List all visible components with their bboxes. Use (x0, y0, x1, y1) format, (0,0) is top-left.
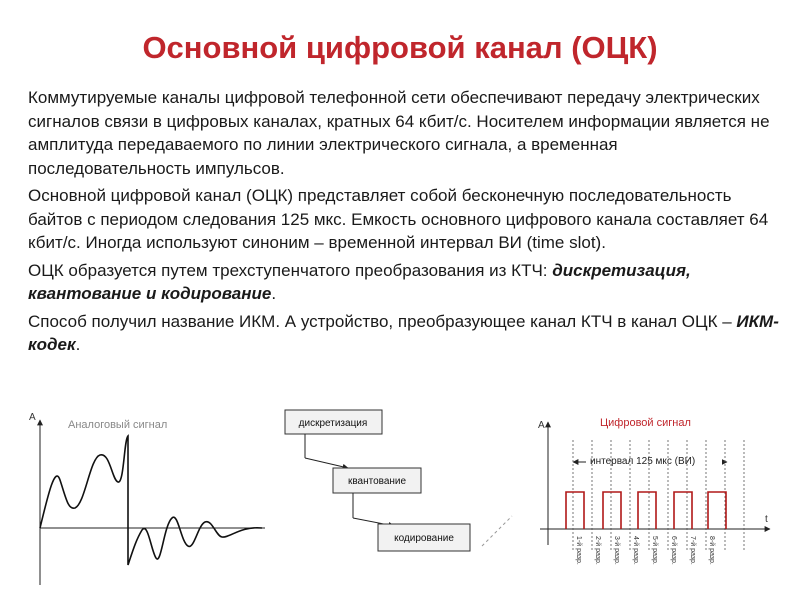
paragraph-3-emphasis: дискретизация, квантование и кодирование (28, 260, 691, 303)
step-coding-label: кодирование (394, 533, 454, 544)
process-diagram (285, 410, 512, 551)
step-quantization-label: квантование (347, 476, 407, 487)
body-text (28, 86, 783, 361)
tick-label: 5-й разр. (651, 536, 658, 565)
paragraph-2: Основной цифровой канал (ОЦК) представляет собой бесконечную последовательность байтов с периодом следования 125 мкс. Емкость основного цифрового канала составляет 64 кбит/с. Иногда используют синоним – временной интервал ВИ (time slot). (28, 186, 769, 252)
tick-labels (575, 536, 716, 565)
interval-label: интервал 125 мкс (ВИ) (590, 456, 696, 467)
digital-pulse (638, 492, 656, 529)
dash-divider (482, 516, 512, 546)
digital-pulse (566, 492, 584, 529)
digital-pulse (603, 492, 621, 529)
digital-pulse (708, 492, 726, 529)
paragraph-4 (28, 310, 783, 357)
digital-x-axis-label: t (765, 514, 768, 525)
tick-label: 1-й разр. (575, 536, 582, 565)
paragraph-4-text: Способ получил название ИКМ. А устройство, преобразующее канал КТЧ в канал ОЦК – (28, 311, 737, 331)
digital-signal-plot (538, 417, 770, 565)
analog-signal-plot (29, 412, 265, 585)
tick-label: 3-й разр. (613, 536, 620, 565)
analog-title: Аналоговый сигнал (68, 419, 168, 431)
step-coding (378, 524, 470, 551)
digital-title: Цифровой сигнал (600, 417, 691, 429)
analog-waveform (40, 436, 262, 565)
step-discretization-label: дискретизация (298, 418, 368, 429)
step-discretization (285, 410, 382, 434)
analog-y-axis-label: A (29, 412, 36, 423)
paragraph-3-text: ОЦК образуется путем трехступенчатого преобразования из КТЧ: (28, 260, 553, 280)
page-title: Основной цифровой канал (ОЦК) (142, 30, 658, 65)
paragraph-4-emphasis: ИКМ-кодек (28, 311, 779, 354)
paragraph-3 (28, 259, 783, 306)
digital-pulses (566, 492, 726, 529)
paragraph-4-end: . (75, 335, 81, 354)
step-quantization (333, 468, 421, 493)
tick-label: 4-й разр. (632, 536, 639, 565)
digital-y-axis-label: A (538, 420, 545, 431)
pcm-diagram (0, 400, 800, 600)
tick-label: 7-й разр. (689, 536, 696, 565)
paragraph-3-end: . (271, 284, 277, 303)
tick-label: 6-й разр. (670, 536, 677, 565)
arrow-1b (305, 458, 348, 468)
tick-label: 2-й разр. (594, 536, 601, 565)
tick-label: 8-й разр. (708, 536, 715, 565)
paragraph-1: Коммутируемые каналы цифровой телефонной сети обеспечивают передачу электрических сигналов связи в цифровых каналах, кратных 64 кбит/с. Носителем информации является не амплитуда передаваемого по линии электрического сигнала, а временная последовательность импульсов. (28, 88, 770, 178)
digital-pulse (674, 492, 692, 529)
